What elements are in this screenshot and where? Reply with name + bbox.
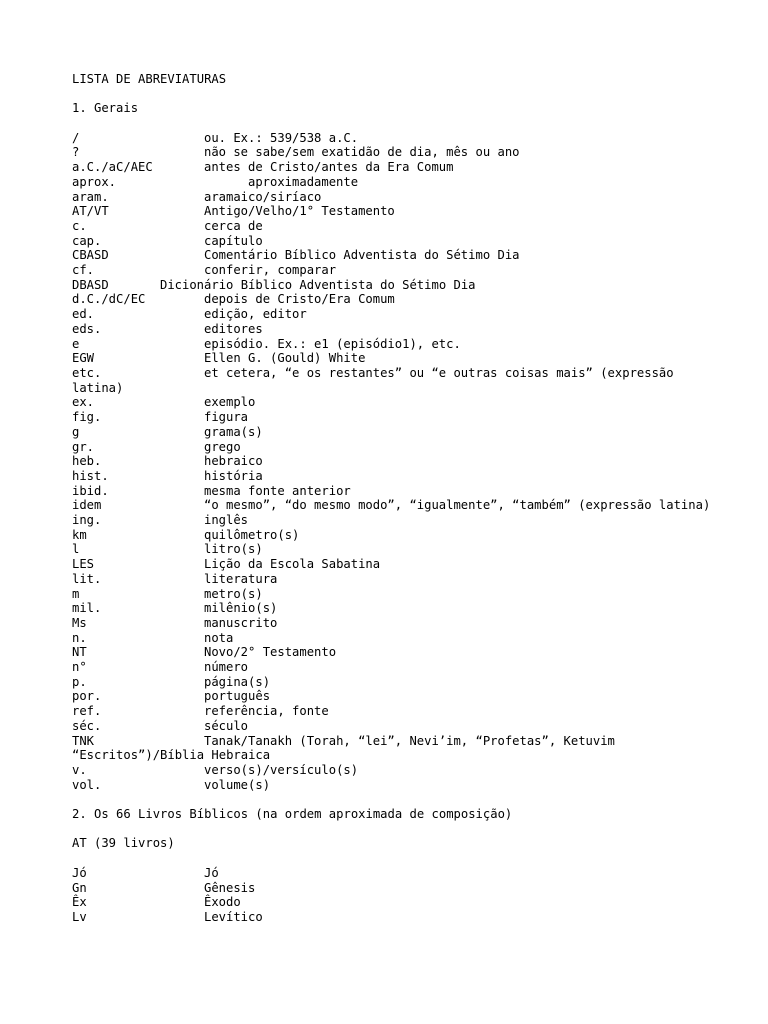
definition: metro(s) (204, 586, 263, 601)
abbreviation: ing. (72, 513, 102, 528)
definition: exemplo (204, 395, 256, 410)
abbreviation: a.C./aC/AEC (72, 160, 153, 175)
abbreviation-entry (72, 131, 712, 146)
spacer (72, 87, 712, 102)
definition: página(s) (204, 674, 271, 689)
abbreviation-entry (72, 528, 712, 543)
definition: mesma fonte anterior (204, 483, 351, 498)
definition: português (204, 689, 271, 704)
definition: século (204, 718, 249, 733)
abbreviation: hist. (72, 468, 109, 483)
abbreviation: ex. (72, 395, 95, 410)
definition: milênio(s) (204, 601, 278, 616)
abbreviation: c. (72, 218, 87, 233)
abbreviation-entry (72, 366, 712, 395)
abbreviation-entry (72, 278, 712, 293)
abbreviation-entry (72, 660, 712, 675)
abbreviation-entry (72, 322, 712, 337)
book-name: Gênesis (204, 880, 256, 895)
abbreviation-entry (72, 616, 712, 631)
book-entry (72, 866, 712, 881)
abbreviation-entry (72, 631, 712, 646)
abbreviation-entry (72, 337, 712, 352)
abbreviation: CBASD (72, 248, 109, 263)
abbreviation: lit. (72, 571, 102, 586)
abbreviation-entry (72, 675, 712, 690)
abbreviation: cap. (72, 233, 102, 248)
abbreviation: séc. (72, 718, 102, 733)
abbreviation-entry (72, 145, 712, 160)
abbreviation: NT (72, 645, 87, 660)
abbreviation-entry (72, 454, 712, 469)
abbreviation-entry (72, 160, 712, 175)
abbreviation: g (72, 424, 80, 439)
abbreviation: DBASD (72, 277, 109, 292)
definition: verso(s)/versículo(s) (204, 762, 359, 777)
abbreviation-entry (72, 498, 712, 513)
abbreviation: aram. (72, 189, 109, 204)
definition: figura (204, 410, 249, 425)
abbreviation-entry (72, 704, 712, 719)
definition: hebraico (204, 454, 263, 469)
abbreviation: fig. (72, 410, 102, 425)
abbreviation-entry (72, 395, 712, 410)
abbreviation: heb. (72, 454, 102, 469)
abbreviation-entry (72, 219, 712, 234)
abbreviation-entry (72, 190, 712, 205)
abbreviation: por. (72, 689, 102, 704)
abbreviation: mil. (72, 601, 102, 616)
definition: et cetera, “e os restantes” ou “e outras coisas mais” (expressão latina) (72, 366, 674, 395)
abbreviation: EGW (72, 351, 95, 366)
abbreviation-entry (72, 234, 712, 249)
abbreviation-entry (72, 263, 712, 278)
definition: inglês (204, 513, 249, 528)
abbreviation: eds. (72, 321, 102, 336)
book-name: Êxodo (204, 895, 241, 910)
abbreviation: l (72, 542, 80, 557)
abbreviation-entry (72, 557, 712, 572)
abbreviation: ed. (72, 307, 95, 322)
abbreviation-entry (72, 469, 712, 484)
section-heading-books: 2. Os 66 Livros Bíblicos (na ordem aproximada de composição) (72, 807, 513, 822)
book-list-old-testament (72, 866, 712, 925)
abbreviation: ref. (72, 704, 102, 719)
definition: aramaico/siríaco (204, 189, 322, 204)
abbreviation: Ms (72, 615, 87, 630)
abbreviation: e (72, 336, 80, 351)
definition: literatura (204, 571, 278, 586)
abbreviation: aprox. (72, 174, 117, 189)
abbreviation-entry (72, 204, 712, 219)
abbreviation-entry (72, 763, 712, 778)
definition: Comentário Bíblico Adventista do Sétimo Dia (204, 248, 520, 263)
book-abbreviation: Êx (72, 895, 87, 910)
definition: edição, editor (204, 307, 307, 322)
abbreviation: ? (72, 145, 80, 160)
definition: grama(s) (204, 424, 263, 439)
abbreviation-entry (72, 440, 712, 455)
abbreviation-entry (72, 572, 712, 587)
definition: Tanak/Tanakh (Torah, “lei”, Nevi’im, “Profetas”, Ketuvim “Escritos”)/Bíblia Hebraica (72, 733, 615, 763)
book-abbreviation: Lv (72, 909, 87, 924)
book-name: Jó (204, 865, 219, 880)
book-entry (72, 881, 712, 896)
abbreviation: v. (72, 762, 87, 777)
abbreviation-list-gerais (72, 131, 712, 793)
book-abbreviation: Gn (72, 880, 87, 895)
abbreviation: AT/VT (72, 204, 109, 219)
definition: “o mesmo”, “do mesmo modo”, “igualmente”, “também” (expressão latina) (204, 498, 711, 513)
definition: conferir, comparar (204, 263, 337, 278)
abbreviation-entry (72, 719, 712, 734)
definition: depois de Cristo/Era Comum (204, 292, 395, 307)
abbreviation-entry (72, 689, 712, 704)
abbreviation-entry (72, 778, 712, 793)
definition: cerca de (204, 218, 263, 233)
abbreviation-entry (72, 484, 712, 499)
abbreviation: gr. (72, 439, 95, 454)
definition: referência, fonte (204, 704, 329, 719)
definition: antes de Cristo/antes da Era Comum (204, 160, 454, 175)
definition: litro(s) (204, 542, 263, 557)
definition: aproximadamente (248, 174, 359, 189)
abbreviation-entry (72, 734, 712, 763)
definition: Novo/2° Testamento (204, 645, 337, 660)
definition: ou. Ex.: 539/538 a.C. (204, 130, 359, 145)
definition: número (204, 660, 249, 675)
definition: Ellen G. (Gould) White (204, 351, 366, 366)
abbreviation-entry (72, 351, 712, 366)
abbreviation-entry (72, 248, 712, 263)
abbreviation: n° (72, 660, 87, 675)
spacer (72, 851, 712, 866)
abbreviation: idem (72, 498, 102, 513)
abbreviation-entry (72, 513, 712, 528)
definition: Dicionário Bíblico Adventista do Sétimo Dia (160, 277, 476, 292)
abbreviation-entry (72, 410, 712, 425)
book-name: Levítico (204, 909, 263, 924)
spacer (72, 792, 712, 807)
abbreviation-entry (72, 645, 712, 660)
abbreviation: / (72, 130, 80, 145)
abbreviation: ibid. (72, 483, 109, 498)
definition: nota (204, 630, 234, 645)
definition: Lição da Escola Sabatina (204, 557, 381, 572)
abbreviation: vol. (72, 777, 102, 792)
abbreviation: n. (72, 630, 87, 645)
definition: episódio. Ex.: e1 (episódio1), etc. (204, 336, 461, 351)
abbreviation-entry (72, 175, 712, 190)
abbreviation: cf. (72, 263, 95, 278)
abbreviation-entry (72, 542, 712, 557)
definition: grego (204, 439, 241, 454)
abbreviation: d.C./dC/EC (72, 292, 146, 307)
abbreviation-entry (72, 587, 712, 602)
abbreviation: TNK (72, 733, 95, 748)
abbreviation: km (72, 527, 87, 542)
definition: quilômetro(s) (204, 527, 300, 542)
abbreviation-entry (72, 601, 712, 616)
abbreviation-entry (72, 307, 712, 322)
book-abbreviation: Jó (72, 865, 87, 880)
abbreviation-entry (72, 292, 712, 307)
definition: editores (204, 321, 263, 336)
section-heading-gerais: 1. Gerais (72, 101, 139, 116)
subheading-old-testament: AT (39 livros) (72, 836, 175, 851)
abbreviation-entry (72, 425, 712, 440)
document-page (72, 72, 712, 925)
abbreviation: LES (72, 557, 95, 572)
book-entry (72, 910, 712, 925)
spacer (72, 822, 712, 837)
spacer (72, 116, 712, 131)
definition: manuscrito (204, 615, 278, 630)
abbreviation: p. (72, 674, 87, 689)
document-title: LISTA DE ABREVIATURAS (72, 72, 227, 86)
definition: capítulo (204, 233, 263, 248)
definition: Antigo/Velho/1° Testamento (204, 204, 395, 219)
book-entry (72, 895, 712, 910)
abbreviation: m (72, 586, 80, 601)
definition: história (204, 468, 263, 483)
abbreviation: etc. (72, 366, 102, 380)
definition: volume(s) (204, 777, 271, 792)
definition: não se sabe/sem exatidão de dia, mês ou ano (204, 145, 520, 160)
